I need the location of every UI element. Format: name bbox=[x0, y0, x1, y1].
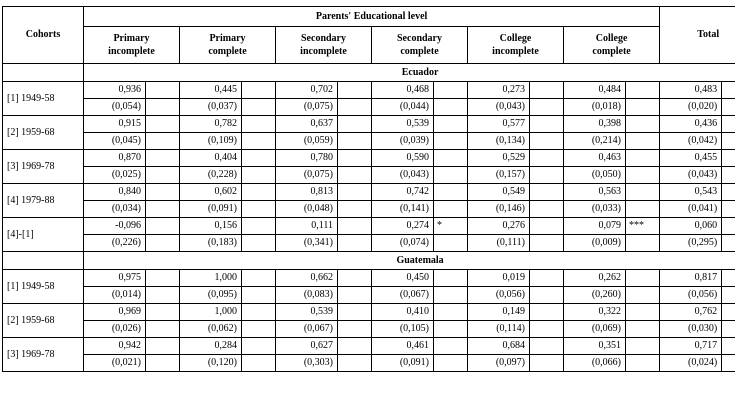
se-spacer-cell bbox=[530, 133, 564, 150]
se-spacer-cell bbox=[146, 235, 180, 252]
significance-cell bbox=[338, 218, 372, 235]
standard-error-cell: (0,091) bbox=[372, 355, 434, 372]
se-spacer-cell bbox=[434, 321, 468, 338]
significance-cell: * bbox=[434, 218, 468, 235]
total-se-spacer bbox=[722, 321, 735, 338]
significance-cell bbox=[338, 270, 372, 287]
standard-error-cell: (0,033) bbox=[564, 201, 626, 218]
standard-error-cell: (0,018) bbox=[564, 99, 626, 116]
significance-cell bbox=[338, 304, 372, 321]
standard-error-cell: (0,014) bbox=[84, 287, 146, 304]
column-header bbox=[468, 27, 564, 64]
total-se-spacer bbox=[722, 287, 735, 304]
total-sig-cell bbox=[722, 338, 735, 355]
se-spacer-cell bbox=[242, 167, 276, 184]
cohort-label: [1] 1949-58 bbox=[3, 82, 84, 116]
coefficient-cell: 0,577 bbox=[468, 116, 530, 133]
se-spacer-cell bbox=[338, 99, 372, 116]
standard-error-cell: (0,066) bbox=[564, 355, 626, 372]
standard-error-cell: (0,067) bbox=[372, 287, 434, 304]
se-spacer-cell bbox=[530, 355, 564, 372]
significance-cell bbox=[434, 184, 468, 201]
standard-error-cell: (0,050) bbox=[564, 167, 626, 184]
standard-error-cell: (0,120) bbox=[180, 355, 242, 372]
total-se-spacer bbox=[722, 167, 735, 184]
coefficient-cell: 0,915 bbox=[84, 116, 146, 133]
coefficient-cell: 0,539 bbox=[276, 304, 338, 321]
significance-cell bbox=[242, 184, 276, 201]
coefficient-cell: 0,111 bbox=[276, 218, 338, 235]
se-spacer-cell bbox=[530, 235, 564, 252]
se-spacer-cell bbox=[338, 235, 372, 252]
coefficient-cell: 0,262 bbox=[564, 270, 626, 287]
column-header-line: incomplete bbox=[300, 46, 347, 57]
standard-error-cell: (0,067) bbox=[276, 321, 338, 338]
table-row-se bbox=[3, 201, 735, 218]
standard-error-cell: (0,074) bbox=[372, 235, 434, 252]
total-cell: 0,762 bbox=[660, 304, 722, 321]
total-cell: 0,436 bbox=[660, 116, 722, 133]
se-spacer-cell bbox=[242, 321, 276, 338]
total-se-spacer bbox=[722, 133, 735, 150]
se-spacer-cell bbox=[434, 355, 468, 372]
coefficient-cell: 0,662 bbox=[276, 270, 338, 287]
se-spacer-cell bbox=[146, 287, 180, 304]
cohort-label: [1] 1949-58 bbox=[3, 270, 84, 304]
total-sig-cell bbox=[722, 116, 735, 133]
se-spacer-cell bbox=[338, 321, 372, 338]
se-spacer-cell bbox=[530, 167, 564, 184]
se-spacer-cell bbox=[530, 287, 564, 304]
significance-cell bbox=[146, 218, 180, 235]
significance-cell bbox=[626, 304, 660, 321]
coefficient-cell: 0,410 bbox=[372, 304, 434, 321]
significance-cell bbox=[530, 338, 564, 355]
total-cell: 0,483 bbox=[660, 82, 722, 99]
significance-cell bbox=[626, 338, 660, 355]
coefficient-cell: 0,684 bbox=[468, 338, 530, 355]
section-spacer bbox=[3, 252, 84, 270]
standard-error-cell: (0,083) bbox=[276, 287, 338, 304]
significance-cell bbox=[242, 218, 276, 235]
coefficient-cell: 0,742 bbox=[372, 184, 434, 201]
significance-cell bbox=[434, 116, 468, 133]
standard-error-cell: (0,056) bbox=[468, 287, 530, 304]
standard-error-cell: (0,095) bbox=[180, 287, 242, 304]
standard-error-cell: (0,109) bbox=[180, 133, 242, 150]
standard-error-cell: (0,226) bbox=[84, 235, 146, 252]
significance-cell bbox=[146, 184, 180, 201]
column-header-line: Secondary bbox=[301, 33, 346, 44]
standard-error-cell: (0,183) bbox=[180, 235, 242, 252]
cohort-label: [4]-[1] bbox=[3, 218, 84, 252]
column-header bbox=[564, 27, 660, 64]
se-spacer-cell bbox=[146, 321, 180, 338]
coefficient-cell: 0,529 bbox=[468, 150, 530, 167]
coefficient-cell: 0,936 bbox=[84, 82, 146, 99]
significance-cell bbox=[146, 150, 180, 167]
standard-error-cell: (0,341) bbox=[276, 235, 338, 252]
column-header bbox=[180, 27, 276, 64]
coefficient-cell: 0,019 bbox=[468, 270, 530, 287]
standard-error-cell: (0,114) bbox=[468, 321, 530, 338]
coefficient-cell: 0,463 bbox=[564, 150, 626, 167]
coefficient-cell: 0,398 bbox=[564, 116, 626, 133]
se-spacer-cell bbox=[146, 99, 180, 116]
se-spacer-cell bbox=[338, 355, 372, 372]
standard-error-cell: (0,034) bbox=[84, 201, 146, 218]
significance-cell bbox=[146, 82, 180, 99]
significance-cell bbox=[242, 82, 276, 99]
significance-cell bbox=[434, 270, 468, 287]
se-spacer-cell bbox=[242, 201, 276, 218]
significance-cell bbox=[530, 150, 564, 167]
se-spacer-cell bbox=[338, 133, 372, 150]
table-row bbox=[3, 150, 735, 167]
significance-cell bbox=[626, 82, 660, 99]
table-row-se bbox=[3, 321, 735, 338]
total-se-cell: (0,042) bbox=[660, 133, 722, 150]
se-spacer-cell bbox=[626, 321, 660, 338]
se-spacer-cell bbox=[626, 201, 660, 218]
table-row-se bbox=[3, 355, 735, 372]
coefficient-cell: 0,840 bbox=[84, 184, 146, 201]
parents-education-header: Parents' Educational level bbox=[84, 7, 660, 27]
significance-cell bbox=[530, 218, 564, 235]
column-header-line: complete bbox=[208, 46, 247, 57]
se-spacer-cell bbox=[434, 133, 468, 150]
se-spacer-cell bbox=[530, 321, 564, 338]
standard-error-cell: (0,048) bbox=[276, 201, 338, 218]
total-se-spacer bbox=[722, 201, 735, 218]
total-se-cell: (0,056) bbox=[660, 287, 722, 304]
section-row bbox=[3, 252, 735, 270]
significance-cell bbox=[242, 150, 276, 167]
significance-cell bbox=[626, 150, 660, 167]
total-se-cell: (0,020) bbox=[660, 99, 722, 116]
total-se-spacer bbox=[722, 235, 735, 252]
table-row-se bbox=[3, 167, 735, 184]
standard-error-cell: (0,026) bbox=[84, 321, 146, 338]
standard-error-cell: (0,044) bbox=[372, 99, 434, 116]
column-header bbox=[372, 27, 468, 64]
coefficient-cell: 0,702 bbox=[276, 82, 338, 99]
se-spacer-cell bbox=[242, 287, 276, 304]
coefficient-cell: 0,813 bbox=[276, 184, 338, 201]
significance-cell bbox=[530, 82, 564, 99]
column-header-line: Secondary bbox=[397, 33, 442, 44]
se-spacer-cell bbox=[626, 235, 660, 252]
significance-cell bbox=[242, 270, 276, 287]
coefficient-cell: 0,445 bbox=[180, 82, 242, 99]
coefficient-cell: 0,149 bbox=[468, 304, 530, 321]
se-spacer-cell bbox=[530, 99, 564, 116]
standard-error-cell: (0,105) bbox=[372, 321, 434, 338]
total-se-spacer bbox=[722, 99, 735, 116]
table-row bbox=[3, 218, 735, 235]
total-cell: 0,817 bbox=[660, 270, 722, 287]
significance-cell bbox=[530, 184, 564, 201]
coefficient-cell: 0,782 bbox=[180, 116, 242, 133]
table-row-se bbox=[3, 287, 735, 304]
cohort-label: [2] 1959-68 bbox=[3, 116, 84, 150]
significance-cell bbox=[626, 184, 660, 201]
standard-error-cell: (0,043) bbox=[372, 167, 434, 184]
se-spacer-cell bbox=[146, 133, 180, 150]
table-row bbox=[3, 304, 735, 321]
se-spacer-cell bbox=[242, 355, 276, 372]
se-spacer-cell bbox=[338, 287, 372, 304]
results-table bbox=[2, 6, 735, 372]
coefficient-cell: 0,627 bbox=[276, 338, 338, 355]
coefficient-cell: 0,539 bbox=[372, 116, 434, 133]
significance-cell bbox=[434, 338, 468, 355]
significance-cell bbox=[146, 116, 180, 133]
coefficient-cell: 0,780 bbox=[276, 150, 338, 167]
total-sig-cell bbox=[722, 270, 735, 287]
total-cell: 0,717 bbox=[660, 338, 722, 355]
se-spacer-cell bbox=[242, 235, 276, 252]
column-header-line: incomplete bbox=[492, 46, 539, 57]
column-header bbox=[84, 27, 180, 64]
total-se-cell: (0,043) bbox=[660, 167, 722, 184]
coefficient-cell: 0,276 bbox=[468, 218, 530, 235]
coefficient-cell: 0,602 bbox=[180, 184, 242, 201]
total-se-cell: (0,024) bbox=[660, 355, 722, 372]
significance-cell bbox=[338, 184, 372, 201]
significance-cell bbox=[626, 116, 660, 133]
se-spacer-cell bbox=[242, 133, 276, 150]
significance-cell bbox=[530, 270, 564, 287]
section-title: Guatemala bbox=[84, 252, 735, 270]
cohorts-header: Cohorts bbox=[3, 7, 84, 64]
column-header bbox=[276, 27, 372, 64]
standard-error-cell: (0,069) bbox=[564, 321, 626, 338]
standard-error-cell: (0,021) bbox=[84, 355, 146, 372]
total-se-cell: (0,041) bbox=[660, 201, 722, 218]
standard-error-cell: (0,043) bbox=[468, 99, 530, 116]
cohort-label: [3] 1969-78 bbox=[3, 150, 84, 184]
standard-error-cell: (0,146) bbox=[468, 201, 530, 218]
standard-error-cell: (0,134) bbox=[468, 133, 530, 150]
se-spacer-cell bbox=[146, 355, 180, 372]
section-spacer bbox=[3, 64, 84, 82]
standard-error-cell: (0,111) bbox=[468, 235, 530, 252]
significance-cell bbox=[338, 82, 372, 99]
total-se-cell: (0,030) bbox=[660, 321, 722, 338]
column-header-line: Primary bbox=[209, 33, 246, 44]
total-se-cell: (0,295) bbox=[660, 235, 722, 252]
coefficient-cell: 0,273 bbox=[468, 82, 530, 99]
standard-error-cell: (0,025) bbox=[84, 167, 146, 184]
se-spacer-cell bbox=[530, 201, 564, 218]
se-spacer-cell bbox=[242, 99, 276, 116]
standard-error-cell: (0,075) bbox=[276, 99, 338, 116]
standard-error-cell: (0,228) bbox=[180, 167, 242, 184]
coefficient-cell: 0,322 bbox=[564, 304, 626, 321]
significance-cell bbox=[338, 338, 372, 355]
standard-error-cell: (0,157) bbox=[468, 167, 530, 184]
column-header-line: Primary bbox=[113, 33, 150, 44]
column-header-line: College bbox=[499, 33, 532, 44]
se-spacer-cell bbox=[146, 201, 180, 218]
table-row-se bbox=[3, 99, 735, 116]
se-spacer-cell bbox=[434, 201, 468, 218]
coefficient-cell: 0,590 bbox=[372, 150, 434, 167]
coefficient-cell: 0,484 bbox=[564, 82, 626, 99]
column-header-line: complete bbox=[400, 46, 439, 57]
total-cell: 0,060 bbox=[660, 218, 722, 235]
se-spacer-cell bbox=[338, 201, 372, 218]
total-cell: 0,543 bbox=[660, 184, 722, 201]
total-se-spacer bbox=[722, 355, 735, 372]
table-row bbox=[3, 116, 735, 133]
standard-error-cell: (0,075) bbox=[276, 167, 338, 184]
coefficient-cell: 0,284 bbox=[180, 338, 242, 355]
standard-error-cell: (0,054) bbox=[84, 99, 146, 116]
cohort-label: [3] 1969-78 bbox=[3, 338, 84, 372]
standard-error-cell: (0,214) bbox=[564, 133, 626, 150]
coefficient-cell: 1,000 bbox=[180, 304, 242, 321]
standard-error-cell: (0,303) bbox=[276, 355, 338, 372]
standard-error-cell: (0,260) bbox=[564, 287, 626, 304]
cohort-label: [2] 1959-68 bbox=[3, 304, 84, 338]
section-row bbox=[3, 64, 735, 82]
significance-cell bbox=[434, 304, 468, 321]
total-header: Total bbox=[660, 7, 735, 64]
coefficient-cell: 0,079 bbox=[564, 218, 626, 235]
coefficient-cell: 0,563 bbox=[564, 184, 626, 201]
significance-cell bbox=[242, 116, 276, 133]
table-row-se bbox=[3, 235, 735, 252]
total-cell: 0,455 bbox=[660, 150, 722, 167]
standard-error-cell: (0,062) bbox=[180, 321, 242, 338]
se-spacer-cell bbox=[626, 133, 660, 150]
se-spacer-cell bbox=[626, 287, 660, 304]
standard-error-cell: (0,037) bbox=[180, 99, 242, 116]
coefficient-cell: 0,942 bbox=[84, 338, 146, 355]
column-header-line: complete bbox=[592, 46, 631, 57]
column-header-line: College bbox=[595, 33, 628, 44]
standard-error-cell: (0,097) bbox=[468, 355, 530, 372]
coefficient-cell: 0,468 bbox=[372, 82, 434, 99]
coefficient-cell: -0,096 bbox=[84, 218, 146, 235]
se-spacer-cell bbox=[146, 167, 180, 184]
coefficient-cell: 0,156 bbox=[180, 218, 242, 235]
significance-cell bbox=[434, 150, 468, 167]
significance-cell bbox=[530, 116, 564, 133]
significance-cell bbox=[146, 338, 180, 355]
se-spacer-cell bbox=[434, 167, 468, 184]
standard-error-cell: (0,009) bbox=[564, 235, 626, 252]
coefficient-cell: 0,549 bbox=[468, 184, 530, 201]
table-row bbox=[3, 338, 735, 355]
total-sig-cell bbox=[722, 150, 735, 167]
standard-error-cell: (0,059) bbox=[276, 133, 338, 150]
coefficient-cell: 0,975 bbox=[84, 270, 146, 287]
se-spacer-cell bbox=[434, 99, 468, 116]
table-row bbox=[3, 82, 735, 99]
coefficient-cell: 0,404 bbox=[180, 150, 242, 167]
se-spacer-cell bbox=[338, 167, 372, 184]
se-spacer-cell bbox=[434, 235, 468, 252]
standard-error-cell: (0,141) bbox=[372, 201, 434, 218]
standard-error-cell: (0,091) bbox=[180, 201, 242, 218]
significance-cell bbox=[146, 270, 180, 287]
significance-cell bbox=[434, 82, 468, 99]
coefficient-cell: 0,870 bbox=[84, 150, 146, 167]
significance-cell bbox=[242, 338, 276, 355]
significance-cell bbox=[530, 304, 564, 321]
coefficient-cell: 0,637 bbox=[276, 116, 338, 133]
column-header-line: incomplete bbox=[108, 46, 155, 57]
coefficient-cell: 0,450 bbox=[372, 270, 434, 287]
se-spacer-cell bbox=[434, 287, 468, 304]
se-spacer-cell bbox=[626, 167, 660, 184]
coefficient-cell: 0,461 bbox=[372, 338, 434, 355]
coefficient-cell: 0,351 bbox=[564, 338, 626, 355]
coefficient-cell: 0,969 bbox=[84, 304, 146, 321]
total-sig-cell bbox=[722, 184, 735, 201]
significance-cell bbox=[338, 150, 372, 167]
significance-cell bbox=[146, 304, 180, 321]
significance-cell bbox=[242, 304, 276, 321]
significance-cell bbox=[626, 270, 660, 287]
table-row bbox=[3, 184, 735, 201]
coefficient-cell: 1,000 bbox=[180, 270, 242, 287]
section-title: Ecuador bbox=[84, 64, 735, 82]
standard-error-cell: (0,045) bbox=[84, 133, 146, 150]
significance-cell: *** bbox=[626, 218, 660, 235]
total-sig-cell bbox=[722, 82, 735, 99]
cohort-label: [4] 1979-88 bbox=[3, 184, 84, 218]
total-sig-cell bbox=[722, 218, 735, 235]
table-row bbox=[3, 270, 735, 287]
se-spacer-cell bbox=[626, 355, 660, 372]
coefficient-cell: 0,274 bbox=[372, 218, 434, 235]
significance-cell bbox=[338, 116, 372, 133]
total-sig-cell bbox=[722, 304, 735, 321]
standard-error-cell: (0,039) bbox=[372, 133, 434, 150]
table-row-se bbox=[3, 133, 735, 150]
se-spacer-cell bbox=[626, 99, 660, 116]
